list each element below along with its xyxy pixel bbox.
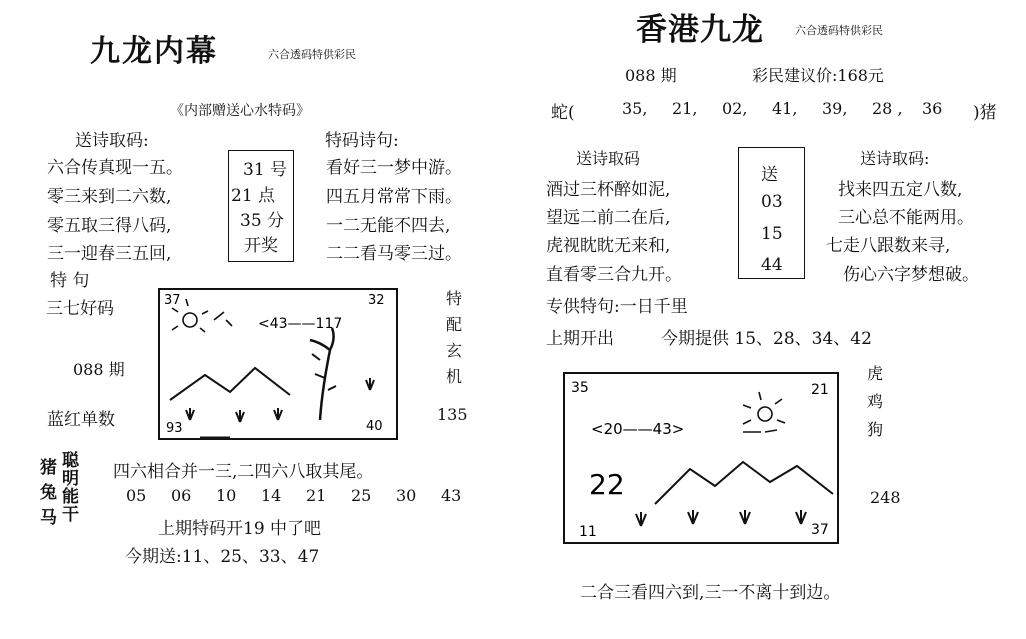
left-sketch-frame (158, 288, 398, 440)
right-this-provide: 今期提供 15、28、34、42 (661, 329, 872, 349)
grass-icon (636, 510, 806, 526)
number-cell: 30 (396, 486, 417, 505)
right-snake-numbers (622, 99, 962, 118)
wise-char: 聪 (62, 451, 79, 471)
wise-char: 能 (62, 487, 79, 507)
right-poem-header-right: 送诗取码: (860, 149, 930, 168)
left-special-label: 特 句 (50, 271, 90, 291)
left-hint: 四六相合并一三,二四六八取其尾。 (113, 462, 374, 482)
right-poem-left-line: 望远二前二在后, (546, 208, 671, 228)
left-blue-red: 蓝红单数 (47, 410, 115, 430)
zodiac-char: 马 (40, 508, 57, 528)
left-poem-line: 零五取三得八码, (47, 216, 172, 236)
right-poem-left-line: 直看零三合九开。 (546, 265, 682, 285)
left-last-period: 上期特码开19 中了吧 (158, 519, 322, 539)
animal-char: 鸡 (866, 392, 883, 411)
pei-char: 配 (445, 315, 462, 334)
right-poem-right-line: 伤心六字梦想破。 (843, 265, 979, 285)
right-poem-left-line: 虎视眈眈无来和, (546, 236, 671, 256)
sun-icon (172, 299, 232, 332)
right-snake-label: 蛇( (551, 103, 575, 123)
sketch-corner-tr: 21 (811, 382, 829, 398)
left-subtitle: 六合透码特供彩民 (268, 48, 356, 61)
right-box-line: 44 (761, 255, 783, 275)
mountain-icon (170, 368, 290, 400)
pei-char: 特 (445, 289, 462, 308)
right-animal-column (866, 360, 884, 444)
right-poem-header-left: 送诗取码 (576, 149, 641, 168)
sketch-corner-br: 37 (811, 522, 829, 538)
animal-char: 虎 (866, 364, 883, 383)
pei-char: 机 (445, 367, 462, 386)
sketch-corner-bl: 93 (166, 421, 183, 436)
right-sketch-drawing (565, 374, 837, 542)
left-code-line: 二二看马零三过。 (326, 244, 462, 264)
number-cell: 14 (261, 486, 282, 505)
zodiac-char: 猪 (40, 458, 57, 478)
number-cell: 43 (441, 486, 462, 505)
snake-num: 36 (922, 99, 943, 118)
left-box-line: 开奖 (244, 236, 278, 256)
sketch-corner-tl: 37 (164, 293, 181, 308)
left-box-line: 35 分 (240, 211, 285, 231)
left-code-line: 四五月常常下雨。 (326, 187, 462, 207)
snake-num: 21, (672, 99, 698, 118)
left-this-period: 今期送:11、25、33、47 (125, 547, 320, 567)
number-cell: 06 (171, 486, 192, 505)
animal-char: 狗 (866, 420, 883, 439)
right-poem-right-line: 七走八跟数来寻, (826, 236, 951, 256)
right-poem-right-line: 三心总不能两用。 (838, 208, 974, 228)
right-price: 彩民建议价:168元 (752, 66, 884, 85)
left-code-line: 看好三一梦中游。 (326, 158, 462, 178)
left-wise-column (62, 452, 84, 524)
left-code-header: 特码诗句: (325, 131, 399, 151)
snake-num: 41, (772, 99, 798, 118)
wise-char: 明 (62, 469, 79, 489)
right-title: 香港九龙 (636, 12, 764, 48)
left-sketch-drawing (160, 290, 396, 438)
right-poem-left-line: 酒过三杯醉如泥, (546, 180, 671, 200)
right-footer: 二合三看四六到,三一不离十到边。 (580, 583, 841, 603)
left-box-line: 21 点 (231, 186, 276, 206)
left-zodiac-column (40, 456, 62, 531)
left-box-line: 31 号 (243, 160, 288, 180)
right-box-line: 03 (761, 192, 783, 212)
left-gift-note: 《内部赠送心水特码》 (170, 103, 310, 119)
right-box-line: 送 (761, 165, 778, 185)
number-cell: 05 (126, 486, 147, 505)
right-last-open: 上期开出 (546, 329, 614, 349)
number-cell: 10 (216, 486, 237, 505)
snake-num: 35, (622, 99, 648, 118)
grass-icon (186, 378, 374, 422)
left-numbers-row (126, 486, 471, 505)
left-pei-num: 135 (437, 405, 468, 424)
sketch-scrawl: <20——43> (591, 420, 685, 438)
snake-num: 39, (822, 99, 848, 118)
left-issue: 088 期 (73, 360, 125, 379)
left-title: 九龙内幕 (90, 34, 218, 69)
pei-char: 玄 (445, 341, 462, 360)
snake-num: 28 , (872, 99, 903, 118)
right-issue: 088 期 (625, 66, 677, 85)
left-poem-line: 零三来到二六数, (47, 187, 172, 207)
right-special: 专供特句:一日千里 (546, 297, 688, 317)
number-cell: 25 (351, 486, 372, 505)
sketch-corner-br: 40 (366, 419, 383, 434)
snake-num: 02, (722, 99, 748, 118)
left-code-line: 一二无能不四去, (326, 216, 451, 236)
left-poem-line: 三一迎春三五回, (47, 244, 172, 264)
right-sketch-frame (563, 372, 839, 544)
wise-char: 干 (62, 505, 79, 525)
tree-icon (310, 328, 334, 420)
right-animal-num: 248 (870, 488, 901, 507)
sketch-corner-bl: 11 (579, 524, 597, 540)
mountain-icon (655, 462, 833, 504)
sketch-scrawl: <43——117 (258, 316, 343, 332)
left-special-text: 三七好码 (46, 299, 114, 319)
number-cell: 21 (306, 486, 327, 505)
right-box-line: 15 (761, 224, 783, 244)
sun-icon (743, 392, 785, 432)
sketch-corner-tl: 35 (571, 380, 589, 396)
right-pig-label: )猪 (973, 103, 997, 123)
zodiac-char: 兔 (40, 483, 57, 503)
left-poem-header: 送诗取码: (75, 131, 149, 151)
left-poem-line: 六合传真现一五。 (47, 158, 183, 178)
sketch-corner-tr: 32 (368, 293, 385, 308)
right-poem-right-line: 找来四五定八数, (838, 180, 963, 200)
right-subtitle: 六合透码特供彩民 (795, 24, 883, 37)
sketch-big-number: 22 (589, 468, 625, 501)
left-pei-column (445, 286, 463, 390)
